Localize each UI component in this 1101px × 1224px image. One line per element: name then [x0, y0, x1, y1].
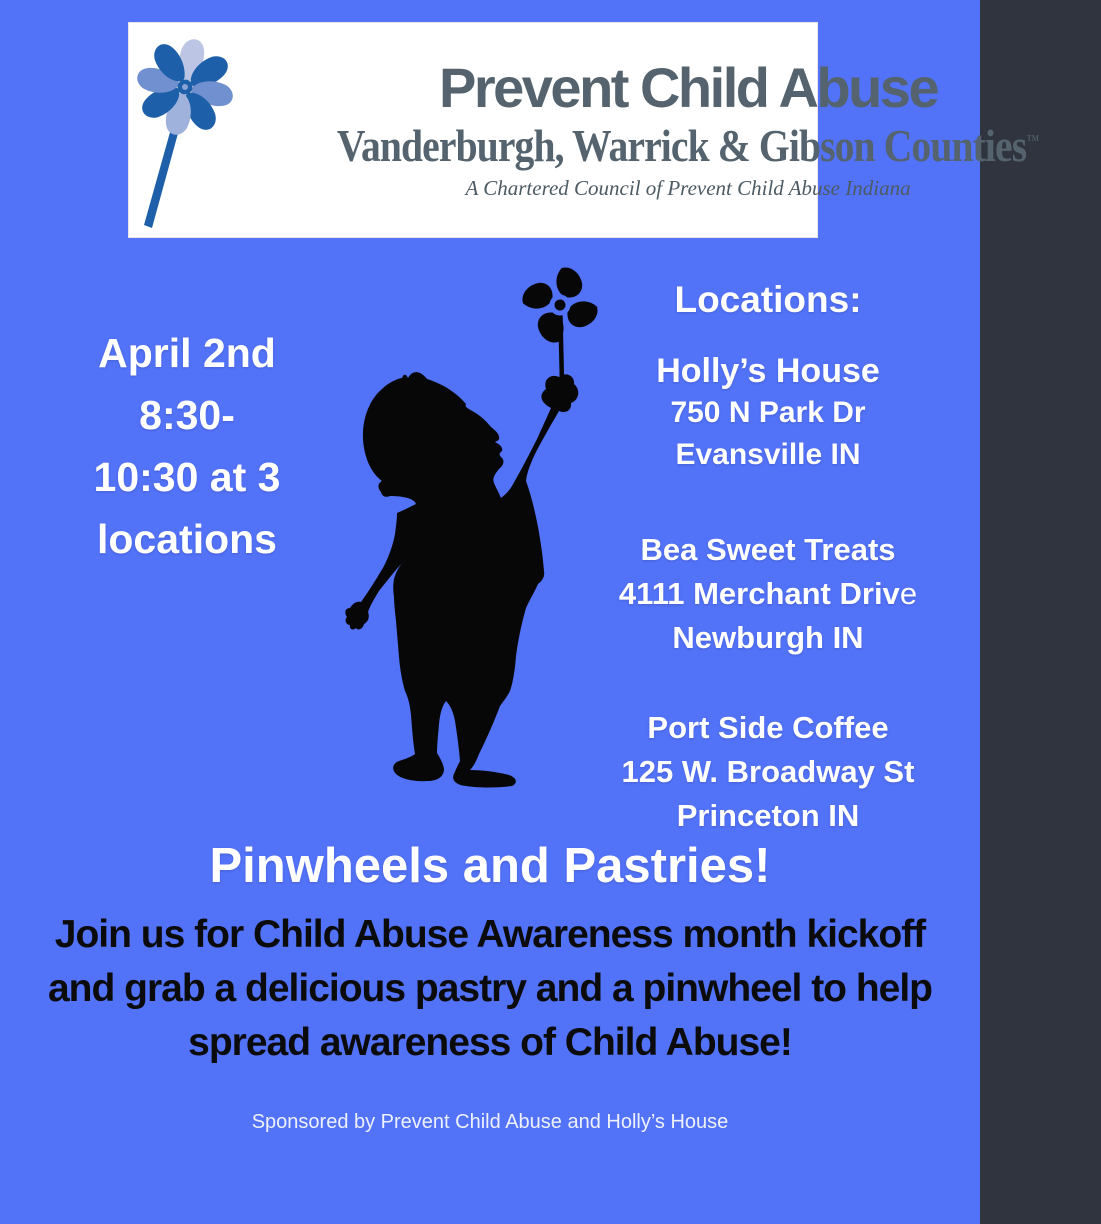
event-description — [0, 908, 980, 1070]
schedule-text — [26, 322, 348, 570]
pinwheel-logo-icon — [129, 23, 304, 237]
location-block — [590, 706, 946, 838]
location-name: Port Side Coffee — [647, 710, 889, 745]
location-address-tail: e — [899, 576, 918, 611]
sponsor-note: Sponsored by Prevent Child Abuse and Holly’s House — [251, 1111, 729, 1133]
header-card — [128, 22, 1040, 238]
schedule-line: 10:30 at 3 — [93, 454, 281, 500]
event-headline: Pinwheels and Pastries! — [209, 839, 771, 893]
location-city: Princeton IN — [676, 798, 860, 833]
location-address: 125 W. Broadway St — [621, 754, 915, 789]
location-block — [590, 350, 946, 476]
schedule-line: 8:30- — [139, 392, 235, 438]
location-name: Bea Sweet Treats — [640, 532, 896, 567]
location-address: 750 N Park Dr — [670, 396, 866, 429]
org-subtitle: Vanderburgh, Warrick & Gibson Counties™ — [336, 121, 1040, 171]
org-tagline: A Chartered Council of Prevent Child Abuse Indiana — [465, 176, 911, 200]
location-name: Holly’s House — [656, 352, 880, 390]
schedule-line: locations — [97, 516, 277, 562]
org-title: Prevent Child Abuse — [439, 56, 938, 119]
locations-panel — [590, 276, 946, 838]
location-city: Newburgh IN — [672, 620, 864, 655]
locations-heading: Locations: — [674, 279, 862, 320]
location-block — [590, 528, 946, 660]
header-text — [289, 23, 1101, 237]
schedule-line: April 2nd — [98, 330, 276, 376]
child-pinwheel-silhouette — [330, 250, 610, 800]
location-city: Evansville IN — [675, 438, 861, 471]
child-figure — [345, 372, 578, 787]
description-line: Join us for Child Abuse Awareness month kickoff — [54, 913, 926, 956]
description-line: spread awareness of Child Abuse! — [188, 1021, 792, 1064]
description-line: and grab a delicious pastry and a pinwheel to help — [47, 967, 933, 1010]
org-logo — [129, 23, 289, 237]
location-address: 4111 Merchant Drive — [618, 576, 918, 611]
trademark-symbol: ™ — [1026, 133, 1040, 149]
